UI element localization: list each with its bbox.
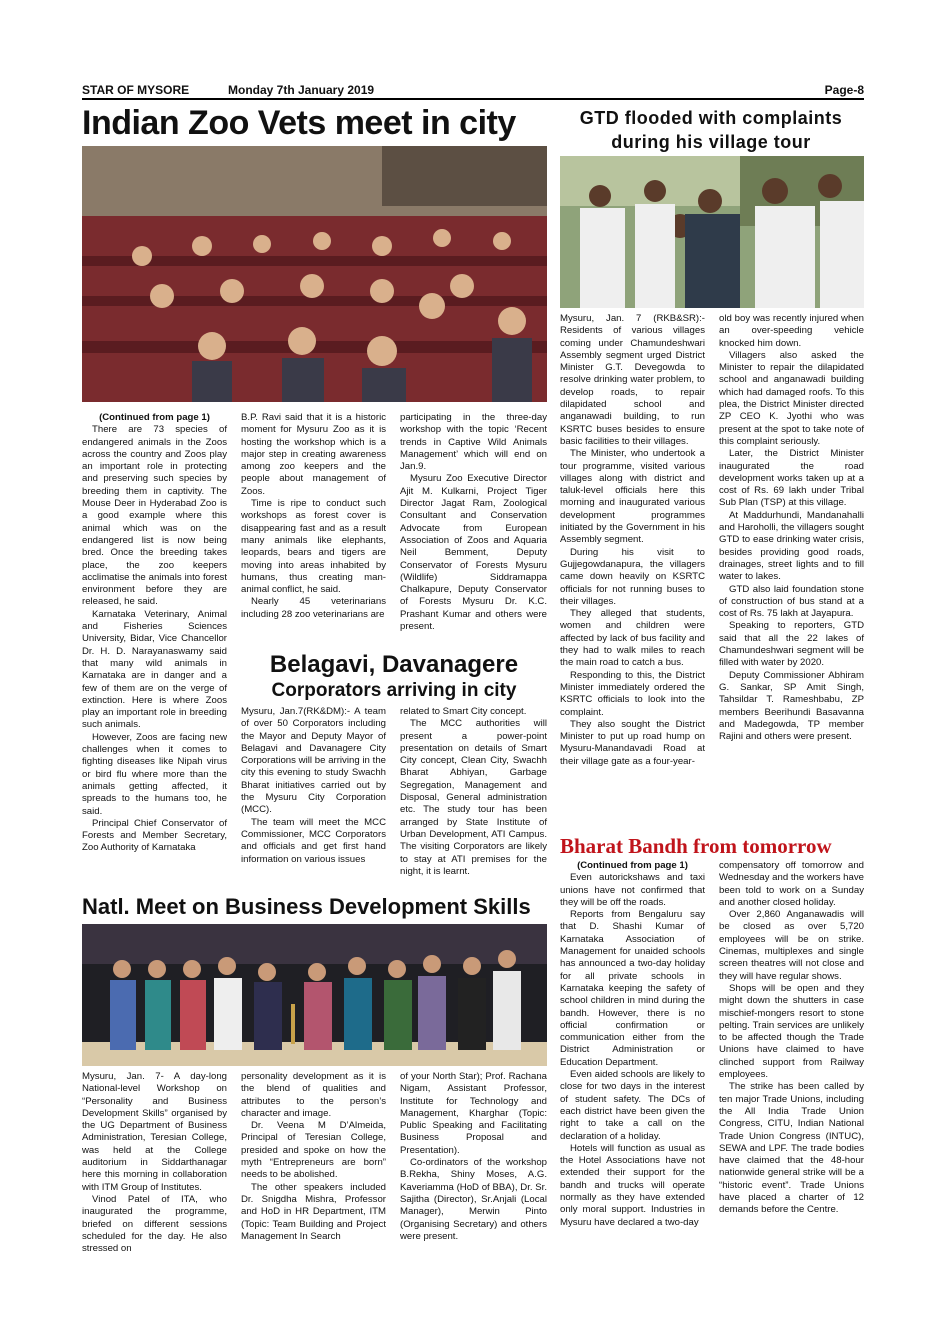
- zoo-vets-photo: [82, 146, 547, 402]
- natl-meet-headline: Natl. Meet on Business Development Skills: [82, 894, 531, 919]
- natl-column-1: Mysuru, Jan. 7- A day-long National-level Workshop on “Personality and Business Development Skills” organised by the UG Department of Business Administration, Teresian College, was held at the College auditorium in Siddarthanagar here this morning in collaboration with ITM Group of Institutes. Vinod Patel of ITA, who inaugurated the programme, briefed on different sessions scheduled for the day. He also stressed on: [82, 1071, 227, 1255]
- issue-date: Monday 7th January 2019: [228, 83, 375, 97]
- belagavi-headline-1: Belagavi, Davanagere: [269, 651, 519, 678]
- belagavi-headline-2: Corporators arriving in city: [271, 680, 517, 701]
- zoo-headline: Indian Zoo Vets meet in city: [82, 104, 516, 142]
- page-header: [82, 83, 864, 100]
- bandh-headline: Bharat Bandh from tomorrow: [560, 834, 832, 858]
- belagavi-column-2: related to Smart City concept. The MCC authorities will present a power-point presentation on details of Smart City concept, Clean City, Swachh Bharat Abhiyan, Garbage Segregation, Management and Disposal, General administration etc. The study tour has been arranged by State Institute of Urban Development, ATI Campus. The visiting Corporators are likely to stay at ATI premises for the night, it is learnt.: [400, 706, 547, 877]
- zoo-column-2: B.P. Ravi said that it is a historic moment for Mysuru Zoo as it is hosting the workshop which is a major step in creating awareness among zoo keepers and the people about management of Zoos. Time is ripe to conduct such workshops as forest cover is disappearing fast and as a result many animals like elephants, leopards, bears and tigers are moving into areas inhabited by humans, thus creating man-animal conflict, he said. Nearly 45 veterinarians including 28 zoo veterinarians are: [241, 412, 386, 620]
- page-number: Page-8: [824, 83, 864, 97]
- belagavi-column-1: Mysuru, Jan.7(RK&DM):- A team of over 50 Corporators including the Mayor and Deputy Mayor of Belagavi and Davanagere City Corporations will be arriving in the city this evening to study Swachh Bharat initiatives carried out by the Mysuru City Corporation (MCC). The team will meet the MCC Commissioner, MCC Corporators and officials and get first hand information on various issues: [241, 706, 386, 865]
- bandh-column-1: (Continued from page 1) Even autorickshaws and taxi unions have not confirmed that they will be off the roads. Reports from Bengaluru say that D. Shashi Kumar of Karnataka Association of Management for unaided schools has announced a two-day holiday for all private schools in Karnataka keeping the safety of school children in mind during the bandh. However, there is no official confirmation or communication either from the District Administration or Education Department. Even aided schools are likely to close for two days in the interest of student safety. The DCs of each district have been given the right to take a call on the declaration of a holiday. Hotels will function as usual as the Hotel Associations have not extended their support for the bandh and trucks will operate normally as they have extended only moral support. Industries in Mysuru have declared a two-day: [560, 860, 705, 1228]
- natl-column-2: personality development as it is the blend of qualities and attributes to the person’s character and image. Dr. Veena M D’Almeida, Principal of Teresian College, presided and spoke on how the myth “Entrepreneurs are born” needs to be abolished. The other speakers included Dr. Snigdha Mishra, Professor and HoD in HR Department, ITM (Topic: Team Building and Project Management In Search: [241, 1071, 386, 1242]
- bandh-column-2: compensatory off tomorrow and Wednesday and the workers have been told to work on a Sunday and another closed holiday. Over 2,860 Anganawadis will be closed as over 5,720 employees will be on strike. Cinemas, multiplexes and single screen theatres will not close and they will have regular shows. Shops will be open and they might down the shutters in case mischief-mongers resort to stone pelting. Train services are unlikely to be affected though the Trade Unions have claimed to have clinched support from Railway employees. The strike has been called by ten major Trade Unions, including the All India Trade Union Congress, CITU, Indian National Trade Union Congress (INTUC), SEWA and LPF. The trade bodies have claimed that the 48-hour nationwide general strike will be a “historic event”. Trade Unions have placed a charter of 12 demands before the Centre.: [719, 860, 864, 1216]
- natl-meet-photo: [82, 924, 547, 1066]
- natl-column-3: of your North Star); Prof. Rachana Nigam, Assistant Professor, Institute for Technology and Management, Kharghar (Topic: Public Speaking and Facilitating Business Proposal and Presentation). Co-ordinators of the workshop B.Rekha, Shiny Moses, A.G. Kaveriamma (HoD of BBA), Dr. Sr. Sajitha (Director), Sr.Anjali (Local Manager), Merwin Pinto (Organising Secretary) and others were present.: [400, 1071, 547, 1242]
- gtd-headline-2: during his village tour: [611, 132, 811, 152]
- gtd-column-1: Mysuru, Jan. 7 (RKB&SR):- Residents of various villages coming under Chamundeshwari Assembly segment urged District Minister G.T. Devegowda to resolve drinking water problem, to develop roads, to repair dilapidated school and anganawadi building, to run KSRTC buses besides to ensure basic facilities to their villages. The Minister, who undertook a tour programme, visited various villages along with district and taluk-level officials here this morning and inaugurated various development programmes initiated by the Government in his Assembly segment. During his visit to Gujjegowdanapura, the villagers came down heavily on KSRTC officials for not running buses to their villages. They alleged that students, women and children were affected by lack of bus facility and they had to walk miles to reach the main road to catch a bus. Responding to this, the District Minister immediately ordered the KSRTC officials to look into the complaint. They also sought the District Minister to put up road hump on Mysuru-Manandavadi Road at their village gate as a four-year-: [560, 313, 705, 767]
- gtd-village-photo: [560, 156, 864, 308]
- zoo-column-1: (Continued from page 1) There are 73 species of endangered animals in the Zoos across the country and Zoos play an important role in protecting and preserving such species by breeding them in captivity. The Mouse Deer in Hyderabad Zoo is a good example where this animal which was on the endangered list is now being bred. Once the breeding takes place, the zoo keepers acclimatise the animals into forest environment before they are released, he said. Karnataka Veterinary, Animal and Fisheries Sciences University, Bidar, Vice Chancellor Dr. H. D. Narayanaswamy said that many wild animals in Karnataka are in danger and a few of them are on the verge of extinction. Here is where Zoos play an important role in breeding such animals. However, Zoos are facing new challenges when it comes to fighting diseases like Nipah virus or bird flu where more than the animals getting affected, it spreads to the humans too, he said. Principal Chief Conservator of Forests and Member Secretary, Zoo Authority of Karnataka: [82, 412, 227, 854]
- zoo-column-3: participating in the three-day workshop with the topic ‘Recent trends in Captive Wild Animals Management’ which will end on Jan.9. Mysuru Zoo Executive Director Ajit M. Kulkarni, Project Tiger Director Jagat Ram, Zoological Consultant and Conservation Advocate from European Association of Zoos and Aquaria Neil Bemment, Deputy Conservator of Forests Mysuru (Wildlife) Siddramappa Chalkapure, Deputy Conservator of Forests Mysuru Dr. K.C. Prashant Kumar and others were present.: [400, 412, 547, 633]
- gtd-headline-1: GTD flooded with complaints: [579, 108, 843, 128]
- gtd-column-2: old boy was recently injured when an over-speeding vehicle knocked him down. Villagers also asked the Minister to repair the dilapidated school and anganawadi building which had damaged roofs. To this plea, the District Minister directed ZP CEO K. Jyothi who was present at the spot to take note of this complaint seriously. Later, the District Minister inaugurated the road development works taken up at a cost of Rs. 69 lakh under Tribal Sub Plan (TSP) at this village. At Maddurhundi, Mandanahalli and Haroholli, the villagers sought GTD to ease drinking water crisis, besides providing good roads, drainages, street lights and to fill water to lakes. GTD also laid foundation stone of construction of bus stand at a cost of Rs. 75 lakh at Jayapura. Speaking to reporters, GTD said that all the 22 lakes of Chamundeshwari segment will be filled with water by 2020. Deputy Commissioner Abhiram G. Sankar, SP Amit Singh, Tahsildar T. Rameshbabu, ZP members Beerihundi Basavanna and Madegowda, TP member Rajini and others were present.: [719, 313, 864, 743]
- masthead: STAR OF MYSORE: [82, 83, 190, 97]
